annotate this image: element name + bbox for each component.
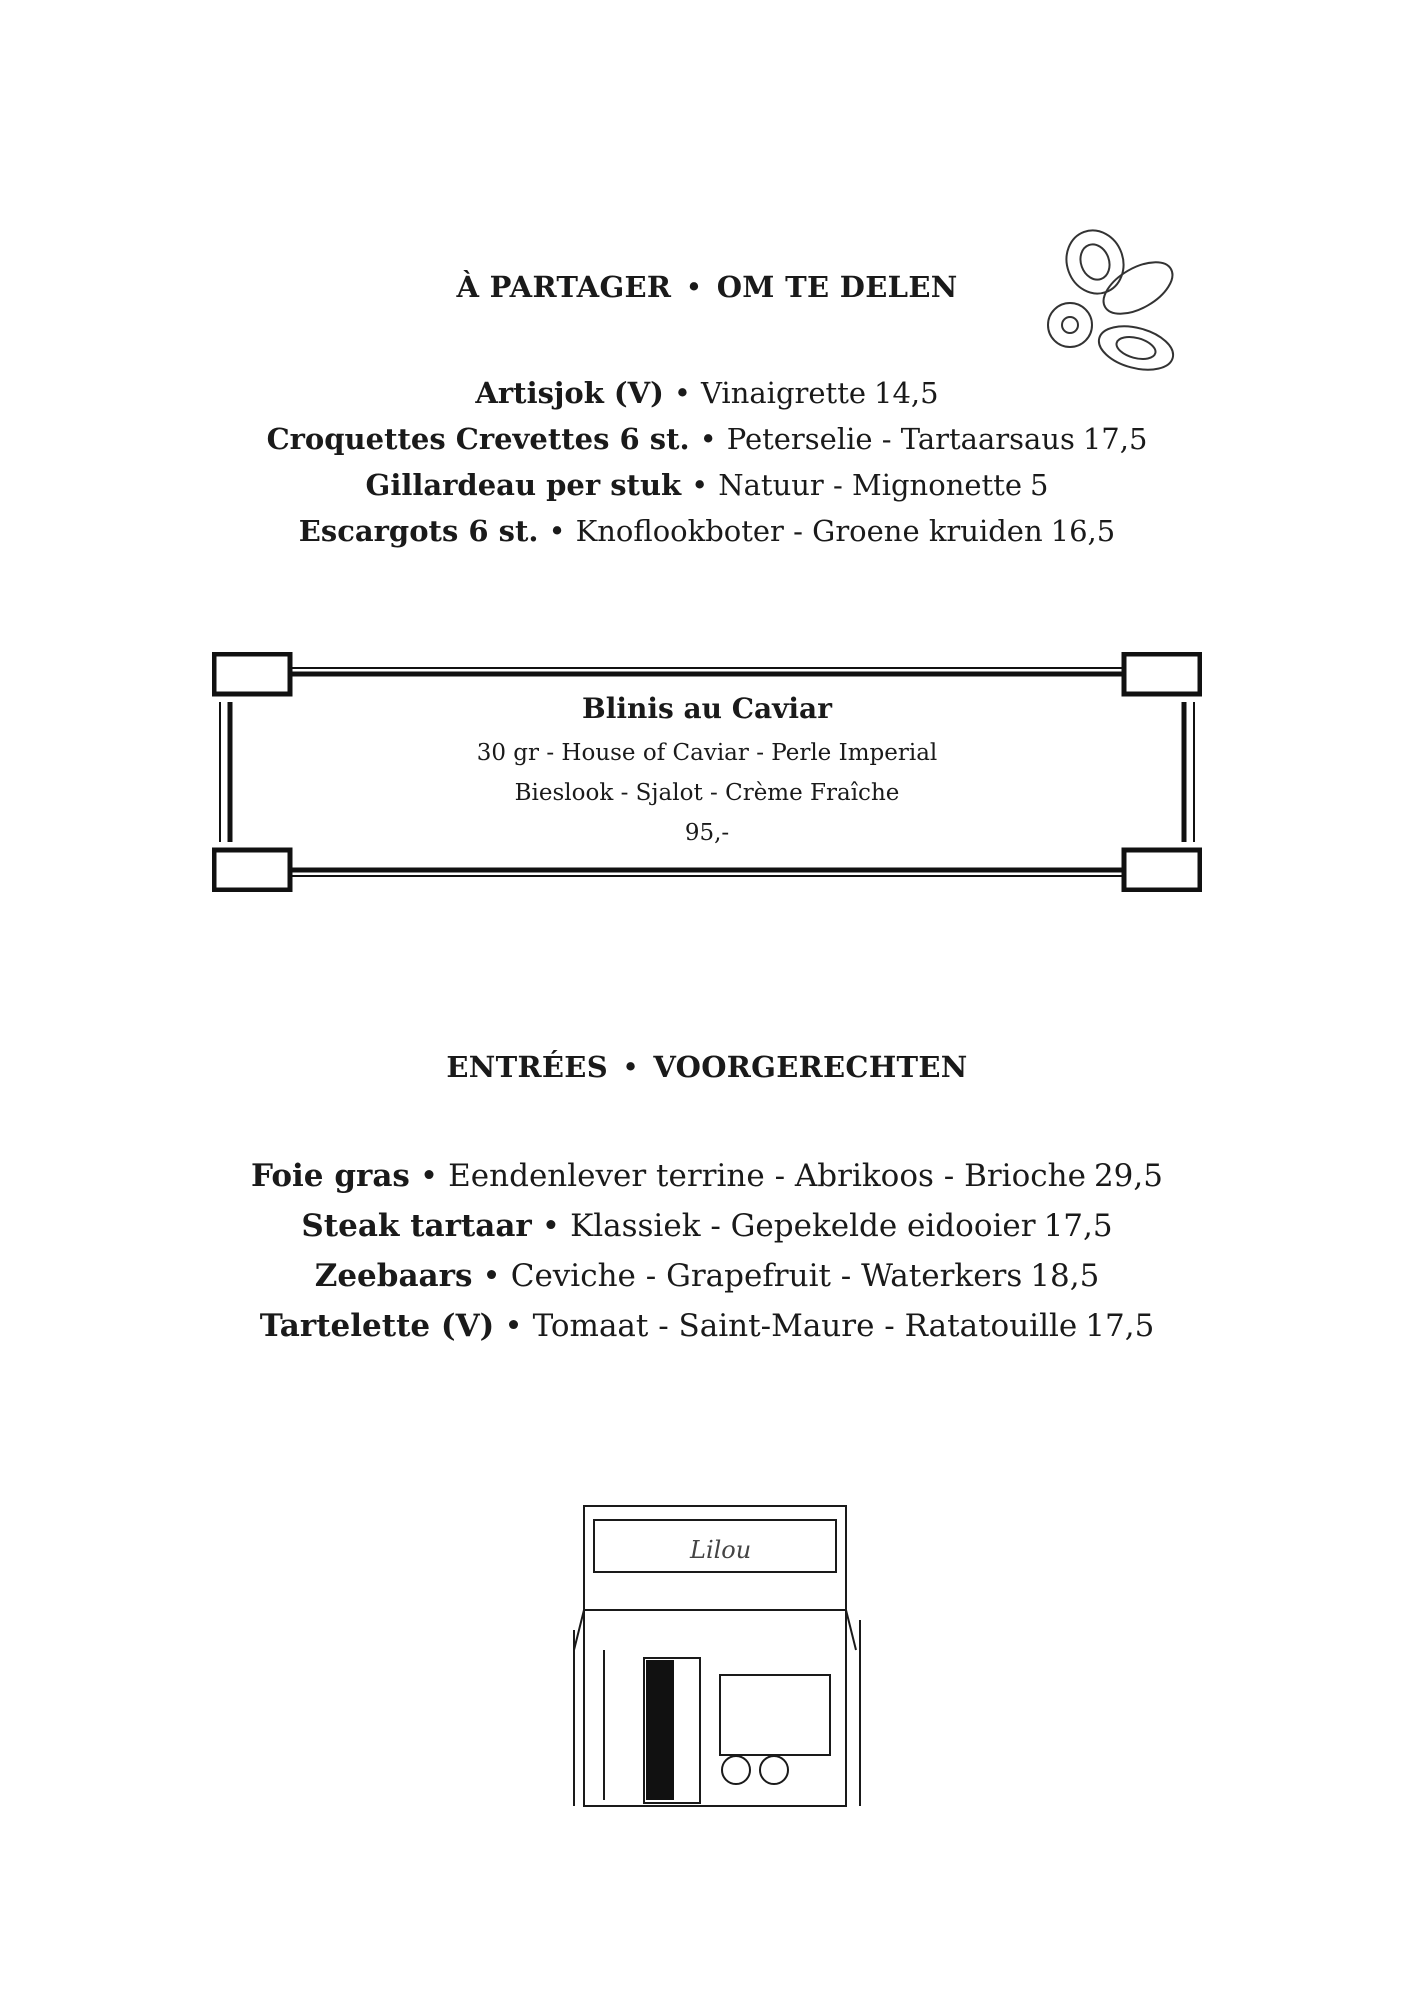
caviar-price: 95,- [684,820,730,846]
starter-item-4 [0,1308,1414,1344]
item-name: Artisjok (V) [475,376,664,410]
item-price: 14,5 [874,376,939,410]
item-name: Zeebaars [314,1258,473,1294]
share-title-nl: OM TE DELEN [716,270,958,304]
bullet-icon: • [685,270,703,304]
bullet-icon: • [691,468,709,502]
item-price: 29,5 [1093,1158,1163,1194]
starters-title-nl: VOORGERECHTEN [653,1050,968,1084]
share-item-1 [0,376,1414,410]
caviar-line-1: 30 gr - House of Caviar - Perle Imperial [476,740,938,766]
storefront-illustration [560,1500,880,1830]
item-price: 17,5 [1085,1308,1155,1344]
item-price: 5 [1030,468,1049,502]
storefront-sign: Lilou [690,1536,752,1564]
caviar-line-2: Bieslook - Sjalot - Crème Fraîche [514,780,900,806]
item-desc: Vinaigrette [701,376,867,410]
starters-title: ENTRÉES [446,1050,608,1084]
item-desc: Tomaat - Saint-Maure - Ratatouille [532,1308,1078,1344]
item-name: Gillardeau per stuk [365,468,682,502]
item-name: Foie gras [251,1158,410,1194]
share-item-3 [0,468,1414,502]
item-price: 18,5 [1030,1258,1100,1294]
bullet-icon: • [541,1208,561,1244]
bullet-icon: • [548,514,566,548]
caviar-title: Blinis au Caviar [582,692,832,725]
item-price: 17,5 [1043,1208,1113,1244]
item-desc: Ceviche - Grapefruit - Waterkers [510,1258,1023,1294]
oysters-illustration [1040,220,1190,380]
bullet-icon: • [419,1158,439,1194]
item-name: Steak tartaar [301,1208,532,1244]
bullet-icon: • [621,1050,640,1084]
starter-item-1 [0,1158,1414,1194]
item-name: Croquettes Crevettes 6 st. [266,422,690,456]
item-desc: Natuur - Mignonette [718,468,1022,502]
starter-item-2 [0,1208,1414,1244]
item-desc: Knoflookboter - Groene kruiden [575,514,1043,548]
caviar-frame [212,652,1202,892]
item-name: Escargots 6 st. [298,514,539,548]
item-desc: Peterselie - Tartaarsaus [726,422,1075,456]
share-heading [0,270,1414,304]
bullet-icon: • [504,1308,523,1344]
starters-heading [0,1050,1414,1084]
share-title: À PARTAGER [456,270,672,304]
item-desc: Klassiek - Gepekelde eidooier [570,1208,1036,1244]
bullet-icon: • [482,1258,501,1294]
bullet-icon: • [673,376,691,410]
item-price: 16,5 [1050,514,1116,548]
share-item-4 [0,514,1414,548]
item-price: 17,5 [1082,422,1148,456]
item-desc: Eendenlever terrine - Abrikoos - Brioche [448,1158,1086,1194]
share-item-2 [0,422,1414,456]
item-name: Tartelette (V) [259,1308,495,1344]
bullet-icon: • [699,422,717,456]
starter-item-3 [0,1258,1414,1294]
